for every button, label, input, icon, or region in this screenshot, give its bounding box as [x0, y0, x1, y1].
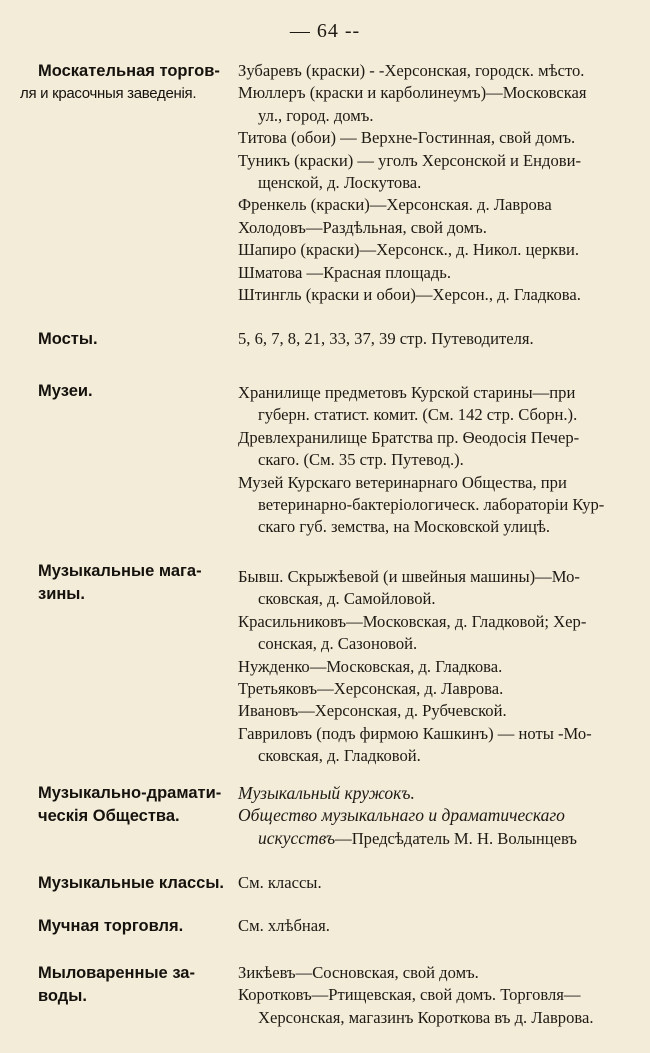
body-line: Холодовъ—Раздѣльная, свой домъ.	[238, 217, 487, 237]
entry-heading	[38, 915, 230, 938]
entry-body	[238, 872, 630, 894]
body-line: Ивановъ—Херсонская, д. Рубчевской.	[238, 701, 507, 721]
body-line: Зикѣевъ—Сосновская, свой домъ.	[238, 963, 479, 982]
body-line: Штингль (краски и обои)—Херсон., д. Гладкова.	[238, 285, 581, 305]
body-line: сковская, д. Гладковой.	[258, 746, 421, 766]
entry-body	[238, 566, 630, 768]
body-line: ветеринарно-бактеріологическ. лабораторіи Кур-	[258, 495, 605, 515]
heading-line: зины.	[38, 584, 85, 603]
entry-heading	[38, 962, 230, 1007]
body-line: скаго. (См. 35 стр. Путевод.).	[258, 450, 464, 470]
entry-body	[238, 782, 630, 850]
body-line: Френкель (краски)—Херсонская. д. Лаврова	[238, 195, 552, 215]
body-line: Шматова —Красная площадь.	[238, 262, 451, 282]
heading-line: Музеи.	[38, 382, 93, 400]
body-line: скаго губ. земства, на Московской улицѣ.	[258, 517, 551, 537]
body-line: Титова (обои) — Верхне-Гостинная, свой домъ.	[238, 128, 576, 148]
entry-heading	[38, 872, 230, 895]
body-line: Музыкальный кружокъ.	[238, 783, 415, 803]
body-line: Красильниковъ—Московская, д. Гладковой; Хер-	[238, 611, 587, 631]
body-line: Мюллеръ (краски и карболинеумъ)—Московская	[238, 83, 587, 103]
entry-body	[238, 60, 630, 306]
page-number: — 64 --	[289, 20, 361, 42]
heading-line: Музыкально-драмати-	[38, 784, 222, 802]
body-line: Туникъ (краски) — уголъ Херсонской и Ендови-	[238, 150, 582, 170]
heading-line: ческія Общества.	[38, 806, 180, 825]
entry-heading	[38, 380, 230, 403]
heading-line: Музыкальные классы.	[38, 874, 225, 892]
entry-heading	[38, 782, 230, 827]
body-line: Древлехранилище Братства пр. Ѳеодосія Печер-	[238, 427, 580, 447]
body-line: См. классы.	[238, 873, 322, 892]
body-line: Третьяковъ—Херсонская, д. Лаврова.	[238, 679, 504, 699]
body-line: Бывш. Скрыжѣевой (и швейныя машины)—Мо-	[238, 567, 580, 586]
heading-line: Музыкальные мага-	[38, 562, 202, 580]
entry-heading	[20, 60, 230, 105]
body-line: Коротковъ—Ртищевская, свой домъ. Торговля—	[238, 985, 581, 1005]
heading-line: Мучная торговля.	[38, 917, 184, 935]
body-line	[238, 827, 630, 850]
body-line: Общество музыкальнаго и драматическаго	[238, 805, 565, 826]
heading-line: Мосты.	[38, 330, 98, 348]
body-line: щенской, д. Лоскутова.	[258, 173, 422, 193]
body-line: сковская, д. Самойловой.	[258, 589, 436, 609]
body-line: Музей Курскаго ветеринарнаго Общества, при	[238, 472, 567, 492]
entry-heading	[38, 328, 230, 351]
body-line: См. хлѣбная.	[238, 916, 330, 935]
heading-line: ля и красочныя заведенія.	[20, 84, 197, 102]
body-italic-part: искусствъ	[258, 827, 336, 848]
body-line: Шапиро (краски)—Херсонск., д. Никол. церкви.	[238, 240, 580, 260]
body-line: губерн. статист. комит. (См. 142 стр. Сборн.).	[258, 405, 578, 425]
entry-body	[238, 382, 630, 539]
body-line: ул., город. домъ.	[258, 105, 374, 125]
body-line: Нужденко—Московская, д. Гладкова.	[238, 656, 503, 676]
body-line: 5, 6, 7, 8, 21, 33, 37, 39 стр. Путеводителя.	[238, 329, 534, 348]
heading-line: воды.	[38, 986, 87, 1005]
body-line: Гавриловъ (подъ фирмою Кашкинъ) — ноты -Мо-	[238, 723, 592, 743]
body-regular-part: —Предсѣдатель М. Н. Волынцевъ	[335, 828, 577, 848]
body-line: Херсонская, магазинъ Короткова въ д. Лаврова.	[258, 1007, 594, 1027]
entry-body	[238, 915, 630, 937]
entry-body	[238, 962, 630, 1029]
entry-body	[238, 328, 630, 350]
body-line: сонская, д. Сазоновой.	[258, 634, 418, 654]
heading-line: Москательная торгов-	[38, 62, 220, 80]
body-line: Зубаревъ (краски) - -Херсонская, городск. мѣсто.	[238, 61, 585, 80]
heading-line: Мыловаренные за-	[38, 964, 195, 982]
body-line: Хранилище предметовъ Курской старины—при	[238, 383, 576, 402]
entry-heading	[38, 560, 230, 605]
